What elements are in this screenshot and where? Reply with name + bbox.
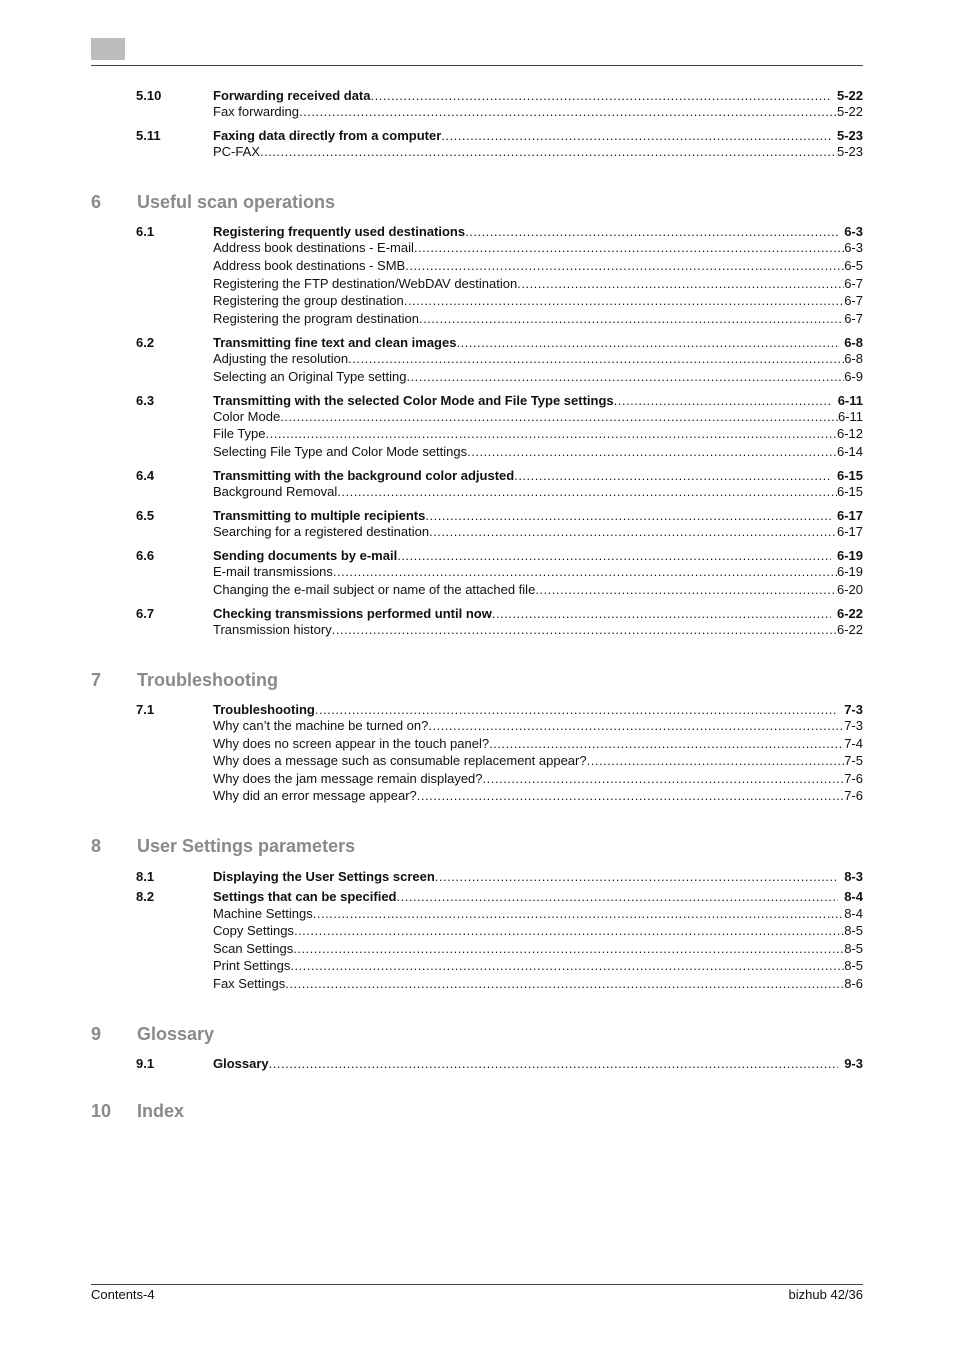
toc-subentry[interactable] <box>136 621 863 638</box>
toc-subentry[interactable] <box>136 408 863 425</box>
chapter-heading <box>91 836 355 857</box>
toc-section-entry[interactable] <box>136 868 863 885</box>
section-number: 6.6 <box>136 548 155 563</box>
dot-leader <box>489 735 844 752</box>
entry-title: Color Mode <box>213 409 281 424</box>
entry-title: Why can’t the machine be turned on? <box>213 718 429 733</box>
page-number: 6-9 <box>844 369 863 384</box>
page-number: 6-7 <box>844 293 863 308</box>
dot-leader <box>397 547 831 564</box>
entry-title: Selecting an Original Type setting <box>213 369 407 384</box>
section-number: 5.10 <box>136 88 162 103</box>
dot-leader <box>492 605 831 622</box>
chapter-title: Troubleshooting <box>137 670 278 690</box>
dot-leader <box>332 621 837 638</box>
entry-title: Registering frequently used destinations <box>213 224 466 239</box>
toc-subentry[interactable] <box>136 975 863 992</box>
page-number: 8-3 <box>844 869 863 884</box>
toc-subentry[interactable] <box>136 717 863 734</box>
page-number: 6-15 <box>836 484 863 499</box>
entry-title: Print Settings <box>213 958 291 973</box>
entry-title: Fax Settings <box>213 976 286 991</box>
dot-leader <box>290 957 844 974</box>
chapter-title: Useful scan operations <box>137 192 336 212</box>
dot-leader <box>614 392 832 409</box>
entry-title: Scan Settings <box>213 941 294 956</box>
entry-title: Selecting File Type and Color Mode settings <box>213 444 468 459</box>
dot-leader <box>429 523 837 540</box>
dot-leader <box>435 868 838 885</box>
dot-leader <box>404 292 844 309</box>
chapter-number: 10 <box>91 1101 112 1121</box>
toc-subentry[interactable] <box>136 443 863 460</box>
dot-leader <box>467 443 837 460</box>
page-number: 8-5 <box>844 923 863 938</box>
page-number: 6-19 <box>836 548 863 563</box>
page-number: 6-3 <box>844 224 863 239</box>
page-number: 6-15 <box>836 468 863 483</box>
page-number: 7-3 <box>844 718 863 733</box>
dot-leader <box>313 905 844 922</box>
section-number: 6.4 <box>136 468 155 483</box>
section-number: 7.1 <box>136 702 155 717</box>
toc-subentry[interactable] <box>136 239 863 256</box>
toc-section-entry[interactable] <box>136 127 863 144</box>
dot-leader <box>517 275 844 292</box>
section-number: 6.5 <box>136 508 155 523</box>
entry-title: Machine Settings <box>213 906 313 921</box>
toc-section-entry[interactable] <box>136 1055 863 1072</box>
entry-title: Glossary <box>213 1056 269 1071</box>
page-number: 6-19 <box>836 564 863 579</box>
section-number: 6.2 <box>136 335 155 350</box>
toc-section-entry[interactable] <box>136 701 863 718</box>
entry-title: Copy Settings <box>213 923 294 938</box>
toc-subentry[interactable] <box>136 940 863 957</box>
dot-leader <box>587 752 845 769</box>
toc-subentry[interactable] <box>136 310 863 327</box>
toc-section-entry[interactable] <box>136 888 863 905</box>
page-number: 6-14 <box>836 444 863 459</box>
page-number: 6-11 <box>837 409 863 424</box>
dot-leader <box>428 717 844 734</box>
dot-leader <box>299 103 837 120</box>
toc-subentry[interactable] <box>136 787 863 804</box>
chapter-number: 6 <box>91 192 102 212</box>
toc-subentry[interactable] <box>136 292 863 309</box>
page-number: 6-17 <box>836 508 863 523</box>
dot-leader <box>405 257 844 274</box>
dot-leader <box>483 770 845 787</box>
entry-title: Why does a message such as consumable replacement appear? <box>213 753 587 768</box>
page-number: 6-7 <box>844 276 863 291</box>
dot-leader <box>348 350 844 367</box>
page-number: 5-22 <box>836 88 863 103</box>
page-number: 6-22 <box>836 622 863 637</box>
page-number: 8-4 <box>844 889 863 904</box>
dot-leader <box>465 223 838 240</box>
toc-subentry[interactable] <box>136 770 863 787</box>
page-number: 6-22 <box>836 606 863 621</box>
entry-title: Why does the jam message remain displayed? <box>213 771 483 786</box>
page-number: 8-5 <box>844 941 863 956</box>
toc-section-entry[interactable] <box>136 547 863 564</box>
dot-leader <box>371 87 831 104</box>
toc-subentry[interactable] <box>136 257 863 274</box>
toc-subentry[interactable] <box>136 425 863 442</box>
page-number: 6-8 <box>844 351 863 366</box>
dot-leader <box>397 888 839 905</box>
page-number: 8-5 <box>844 958 863 973</box>
toc-subentry[interactable] <box>136 523 863 540</box>
page-number: 7-3 <box>844 702 863 717</box>
dot-leader <box>406 368 844 385</box>
entry-title: Fax forwarding <box>213 104 299 119</box>
entry-title: Searching for a registered destination <box>213 524 430 539</box>
section-number: 8.2 <box>136 889 155 904</box>
section-number: 6.7 <box>136 606 155 621</box>
dot-leader <box>260 143 837 160</box>
dot-leader <box>294 922 844 939</box>
page-number: 6-20 <box>836 582 863 597</box>
chapter-title: Glossary <box>137 1024 215 1044</box>
entry-title: Checking transmissions performed until now <box>213 606 492 621</box>
header-tab <box>91 38 125 60</box>
dot-leader <box>535 581 837 598</box>
entry-title: Troubleshooting <box>213 702 315 717</box>
entry-title: Changing the e-mail subject or name of the attached file <box>213 582 536 597</box>
page-number: 7-6 <box>844 788 863 803</box>
dot-leader <box>315 701 838 718</box>
toc-subentry[interactable] <box>136 957 863 974</box>
toc-subentry[interactable] <box>136 275 863 292</box>
dot-leader <box>280 408 838 425</box>
toc-section-entry[interactable] <box>136 467 863 484</box>
toc-section-entry[interactable] <box>136 87 863 104</box>
page-number: 5-23 <box>836 144 863 159</box>
toc-subentry[interactable] <box>136 581 863 598</box>
footer-product-name: bizhub 42/36 <box>788 1287 863 1302</box>
toc-section-entry[interactable] <box>136 605 863 622</box>
toc-section-entry[interactable] <box>136 392 863 409</box>
entry-title: File Type <box>213 426 266 441</box>
dot-leader <box>293 940 844 957</box>
toc-subentry[interactable] <box>136 143 863 160</box>
entry-title: Sending documents by e-mail <box>213 548 398 563</box>
chapter-heading <box>91 1024 214 1045</box>
entry-title: E-mail transmissions <box>213 564 333 579</box>
page-number: 7-5 <box>844 753 863 768</box>
entry-title: Adjusting the resolution <box>213 351 349 366</box>
page-number: 6-12 <box>836 426 863 441</box>
section-number: 5.11 <box>136 128 161 143</box>
dot-leader <box>456 334 838 351</box>
chapter-heading <box>91 192 335 213</box>
chapter-number: 7 <box>91 670 102 690</box>
page-number: 6-17 <box>836 524 863 539</box>
dot-leader <box>266 425 837 442</box>
page-number: 6-8 <box>844 335 863 350</box>
toc-subentry[interactable] <box>136 563 863 580</box>
header-rule <box>91 65 863 66</box>
dot-leader <box>333 563 837 580</box>
entry-title: Faxing data directly from a computer <box>213 128 442 143</box>
chapter-number: 9 <box>91 1024 102 1044</box>
dot-leader <box>337 483 837 500</box>
entry-title: PC-FAX <box>213 144 260 159</box>
dot-leader <box>425 507 831 524</box>
entry-title: Settings that can be specified <box>213 889 397 904</box>
section-number: 6.3 <box>136 393 155 408</box>
entry-title: Transmitting fine text and clean images <box>213 335 457 350</box>
toc-subentry[interactable] <box>136 350 863 367</box>
page-number: 7-6 <box>844 771 863 786</box>
page-number: 6-3 <box>844 240 863 255</box>
entry-title: Address book destinations - SMB <box>213 258 406 273</box>
toc-section-entry[interactable] <box>136 223 863 240</box>
footer-page-label: Contents-4 <box>91 1287 155 1302</box>
entry-title: Forwarding received data <box>213 88 371 103</box>
page-number: 8-4 <box>844 906 863 921</box>
dot-leader <box>419 310 844 327</box>
toc-subentry[interactable] <box>136 368 863 385</box>
entry-title: Registering the FTP destination/WebDAV destination <box>213 276 518 291</box>
dot-leader <box>285 975 844 992</box>
entry-title: Registering the group destination <box>213 293 404 308</box>
dot-leader <box>414 239 844 256</box>
entry-title: Displaying the User Settings screen <box>213 869 435 884</box>
section-number: 8.1 <box>136 869 155 884</box>
toc-subentry[interactable] <box>136 483 863 500</box>
section-number: 9.1 <box>136 1056 155 1071</box>
chapter-number: 8 <box>91 836 102 856</box>
chapter-title: User Settings parameters <box>137 836 356 856</box>
entry-title: Registering the program destination <box>213 311 419 326</box>
entry-title: Transmitting with the selected Color Mode and File Type settings <box>213 393 614 408</box>
entry-title: Transmitting with the background color adjusted <box>213 468 515 483</box>
section-number: 6.1 <box>136 224 155 239</box>
chapter-heading <box>91 1101 184 1122</box>
dot-leader <box>269 1055 839 1072</box>
entry-title: Address book destinations - E-mail <box>213 240 414 255</box>
toc-subentry[interactable] <box>136 922 863 939</box>
page-number: 7-4 <box>844 736 863 751</box>
toc-subentry[interactable] <box>136 752 863 769</box>
chapter-title: Index <box>137 1101 185 1121</box>
entry-title: Why does no screen appear in the touch panel? <box>213 736 490 751</box>
page-number: 8-6 <box>844 976 863 991</box>
page-number: 6-11 <box>837 393 863 408</box>
page-number: 6-5 <box>844 258 863 273</box>
dot-leader <box>441 127 831 144</box>
page-number: 9-3 <box>844 1056 863 1071</box>
entry-title: Why did an error message appear? <box>213 788 417 803</box>
page-number: 5-23 <box>836 128 863 143</box>
toc-subentry[interactable] <box>136 103 863 120</box>
page-number: 5-22 <box>836 104 863 119</box>
footer-rule <box>91 1284 863 1285</box>
entry-title: Background Removal <box>213 484 338 499</box>
dot-leader <box>514 467 831 484</box>
chapter-heading <box>91 670 278 691</box>
entry-title: Transmission history <box>213 622 332 637</box>
page-number: 6-7 <box>844 311 863 326</box>
toc-subentry[interactable] <box>136 735 863 752</box>
toc-section-entry[interactable] <box>136 334 863 351</box>
toc-section-entry[interactable] <box>136 507 863 524</box>
toc-subentry[interactable] <box>136 905 863 922</box>
dot-leader <box>417 787 844 804</box>
entry-title: Transmitting to multiple recipients <box>213 508 426 523</box>
